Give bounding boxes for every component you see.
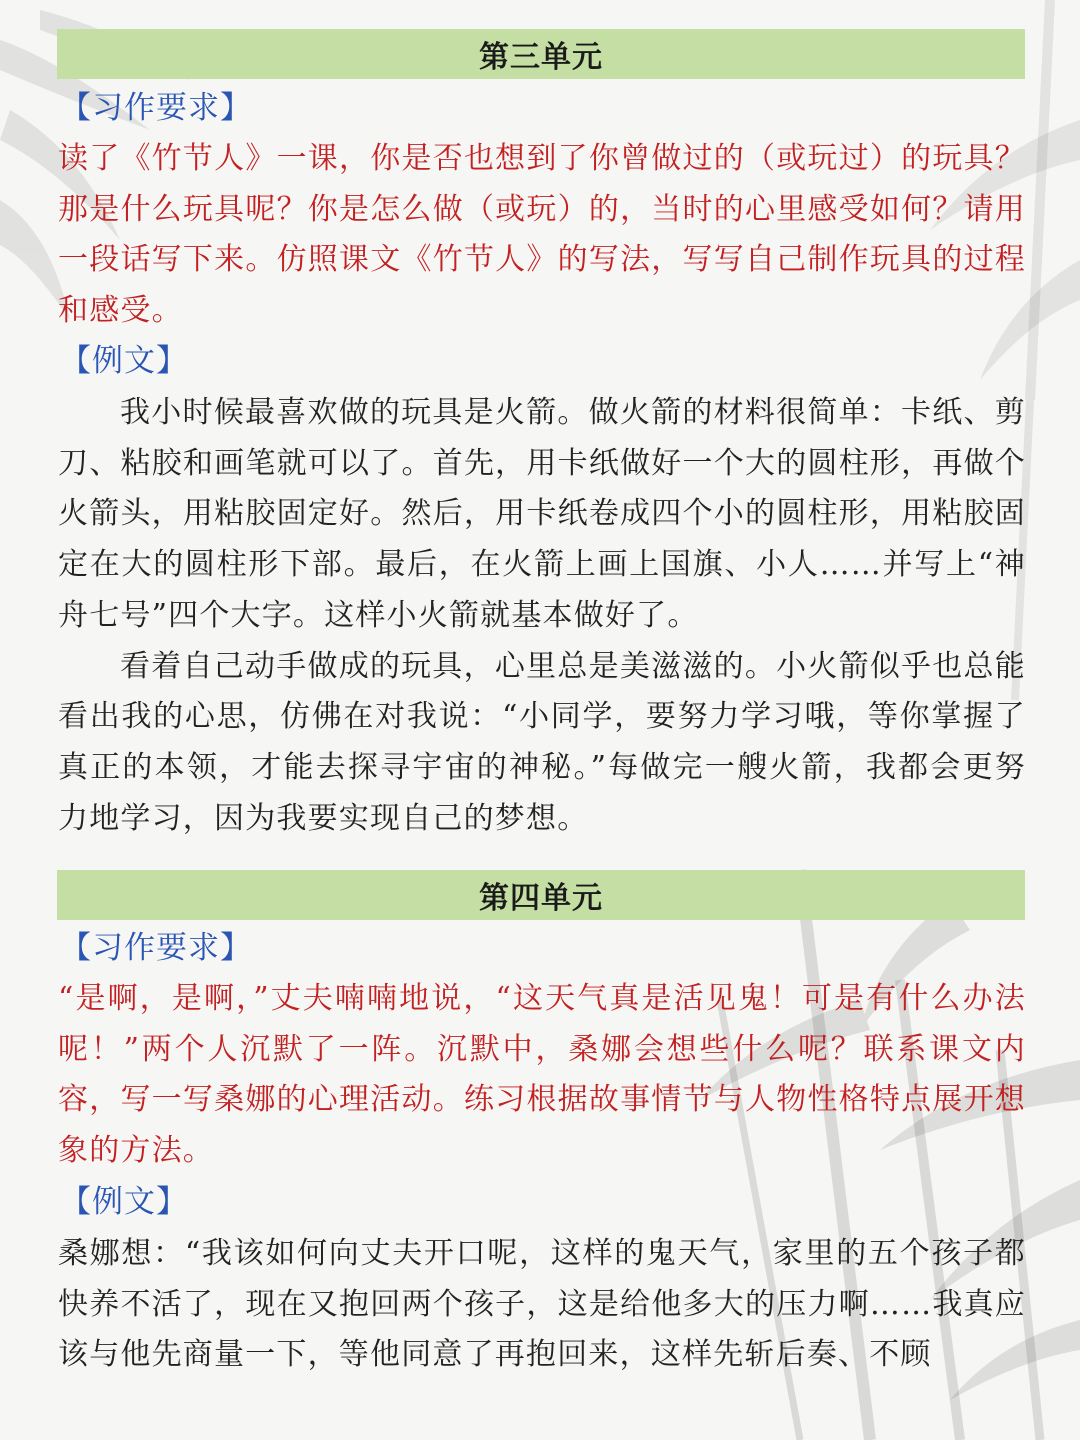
unit4-requirement-text — [58, 974, 1026, 1177]
unit3-requirement-label: 【习作要求】 — [60, 90, 252, 126]
unit4-requirement-paragraph: “是啊，是啊，”丈夫喃喃地说，“这天气真是活见鬼！可是有什么办法呢！”两个人沉默了一阵。沉默中，桑娜会想些什么呢？联系课文内容，写一写桑娜的心理活动。练习根据故事情节与人物性格特点展开想象的方法。 — [58, 981, 1026, 1169]
unit4-example-label: 【例文】 — [60, 1184, 188, 1220]
unit4-header — [57, 870, 1025, 920]
unit3-title: 第三单元 — [479, 40, 603, 75]
unit3-example-text — [58, 388, 1026, 844]
unit3-example-label: 【例文】 — [60, 343, 188, 379]
unit4-requirement-label: 【习作要求】 — [60, 930, 252, 966]
unit3-requirement-text — [58, 134, 1026, 337]
unit4-title: 第四单元 — [479, 881, 603, 916]
unit3-example-paragraph-2: 看着自己动手做成的玩具，心里总是美滋滋的。小火箭似乎也总能看出我的心思，仿佛在对我说：“小同学，要努力学习哦，等你掌握了真正的本领，才能去探寻宇宙的神秘。”每做完一艘火箭，我都会更努力地学习，因为我要实现自己的梦想。 — [58, 648, 1026, 836]
unit3-example-paragraph-1: 我小时候最喜欢做的玩具是火箭。做火箭的材料很简单：卡纸、剪刀、粘胶和画笔就可以了。首先，用卡纸做好一个大的圆柱形，再做个火箭头，用粘胶固定好。然后，用卡纸卷成四个小的圆柱形，用粘胶固定在大的圆柱形下部。最后，在火箭上画上国旗、小人……并写上“神舟七号”四个大字。这样小火箭就基本做好了。 — [58, 395, 1026, 633]
unit4-example-paragraph: 桑娜想：“我该如何向丈夫开口呢，这样的鬼天气，家里的五个孩子都快养不活了，现在又抱回两个孩子，这是给他多大的压力啊……我真应该与他先商量一下，等他同意了再抱回来，这样先斩后奏、不顾 — [58, 1236, 1026, 1373]
unit3-header — [57, 29, 1025, 79]
unit4-example-text — [58, 1229, 1026, 1381]
unit3-requirement-paragraph: 读了《竹节人》一课，你是否也想到了你曾做过的（或玩过）的玩具？那是什么玩具呢？你是怎么做（或玩）的，当时的心里感受如何？请用一段话写下来。仿照课文《竹节人》的写法，写写自己制作玩具的过程和感受。 — [58, 141, 1026, 329]
